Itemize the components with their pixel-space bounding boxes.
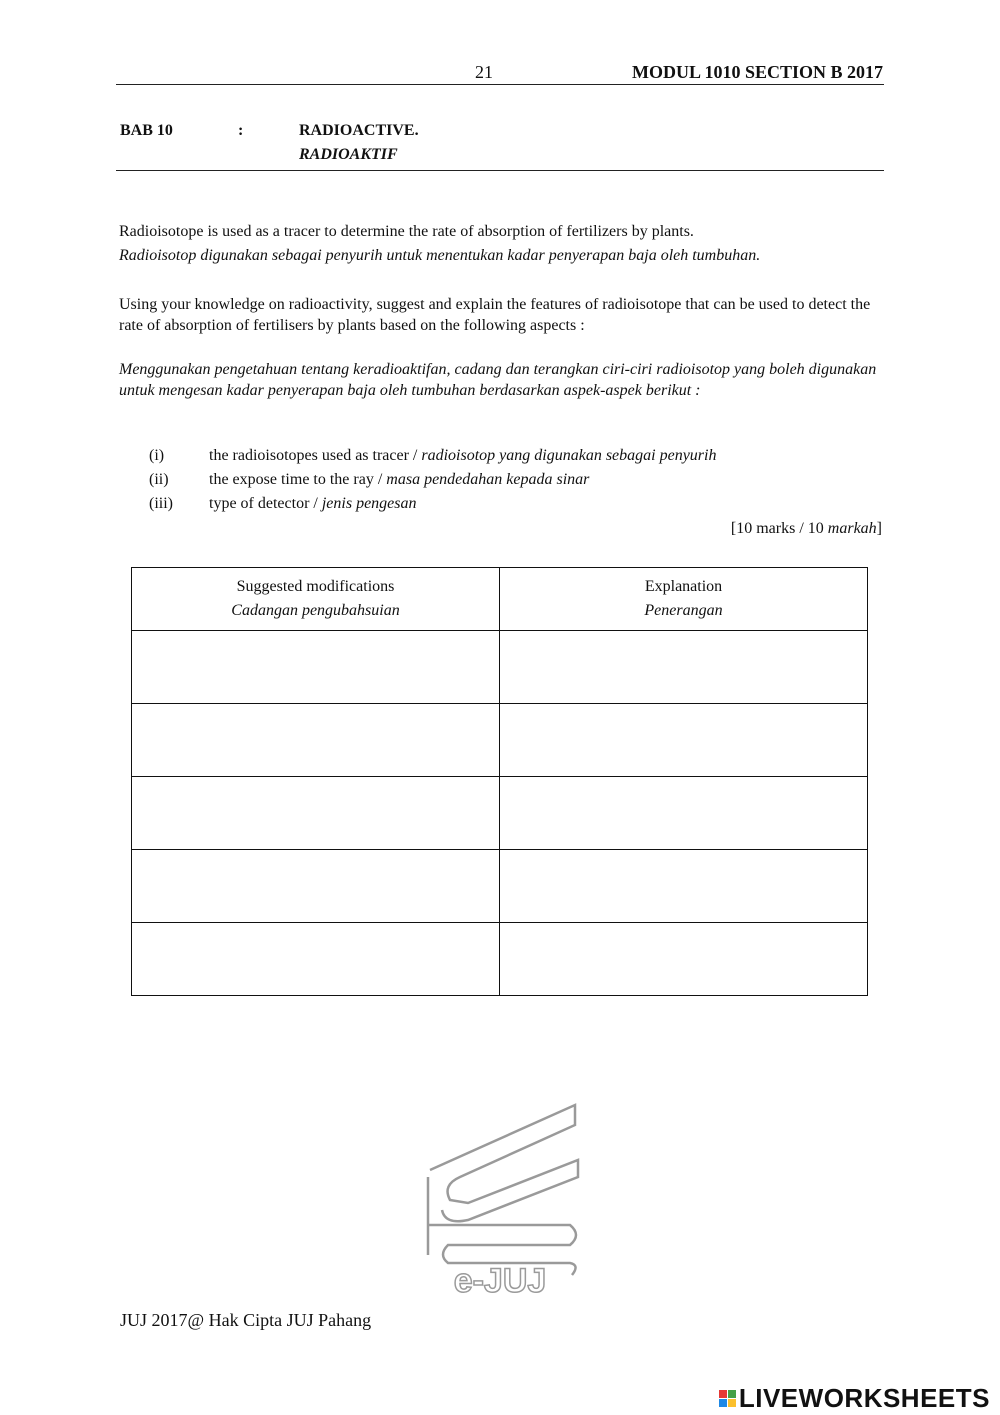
aspect-3-number: (iii) <box>149 495 173 512</box>
aspect-2-en: the expose time to the ray / <box>209 471 387 488</box>
col1-ms: Cadangan pengubahsuian <box>231 602 400 619</box>
table-row <box>132 850 868 923</box>
brand-text: LIVEWORKSHEETS <box>738 1383 990 1413</box>
modification-cell-1[interactable] <box>132 631 500 704</box>
ejuj-logo <box>420 1085 580 1300</box>
aspect-3-en: type of detector / <box>209 495 322 512</box>
chapter-label: BAB 10 <box>120 122 173 139</box>
explanation-cell-5[interactable] <box>500 923 868 996</box>
explanation-cell-1[interactable] <box>500 631 868 704</box>
aspect-1-ms: radioisotop yang digunakan sebagai penyurih <box>421 447 717 464</box>
page-number: 21 <box>475 62 493 82</box>
intro-ms: Radioisotop digunakan sebagai penyurih untuk menentukan kadar penyerapan baja oleh tumbuhan. <box>119 247 761 264</box>
badge-square-1 <box>719 1390 727 1398</box>
aspect-2-number: (ii) <box>149 471 169 488</box>
table-row <box>132 631 868 704</box>
chapter-title-ms: RADIOAKTIF <box>299 146 398 163</box>
explanation-cell-2[interactable] <box>500 704 868 777</box>
task-ms: Menggunakan pengetahuan tentang keradioaktifan, cadang dan terangkan ciri-ciri radioisotop yang boleh digunakan untuk mengesan kadar penyerapan baja oleh tumbuhan berdasarkan aspek-aspek berikut : <box>119 361 877 399</box>
modification-cell-4[interactable] <box>132 850 500 923</box>
col1-en: Suggested modifications <box>236 578 395 595</box>
table-row <box>132 777 868 850</box>
aspect-1 <box>209 447 716 465</box>
modification-cell-2[interactable] <box>132 704 500 777</box>
marks-allocation <box>731 520 882 538</box>
module-title: MODUL 1010 SECTION B 2017 <box>631 62 883 82</box>
aspect-2-ms: masa pendedahan kepada sinar <box>386 471 590 488</box>
aspect-1-number: (i) <box>149 447 165 464</box>
answer-table <box>131 567 868 996</box>
modification-cell-3[interactable] <box>132 777 500 850</box>
logo-text: e-JUJ <box>453 1262 547 1300</box>
aspect-2 <box>209 471 589 489</box>
col2-ms: Penerangan <box>644 602 723 619</box>
marks-prefix: [10 marks / 10 <box>730 520 828 537</box>
badge-square-2 <box>728 1390 736 1398</box>
task-en: Using your knowledge on radioactivity, suggest and explain the features of radioisotope that can be used to detect the rate of absorption of fertilisers by plants based on the following aspects : <box>119 296 871 334</box>
modification-cell-5[interactable] <box>132 923 500 996</box>
header-rule <box>116 84 884 85</box>
marks-italic: markah <box>827 520 877 537</box>
marks-suffix: ] <box>876 520 882 537</box>
explanation-cell-4[interactable] <box>500 850 868 923</box>
chapter-separator: : <box>238 122 244 139</box>
col2-en: Explanation <box>644 578 723 595</box>
answer-table-header <box>132 568 868 631</box>
badge-square-4 <box>728 1399 736 1407</box>
liveworksheets-logo-icon <box>719 1390 736 1407</box>
badge-square-3 <box>719 1399 727 1407</box>
chapter-title-en: RADIOACTIVE. <box>299 122 419 139</box>
col-suggested-modifications <box>132 568 500 631</box>
aspect-1-en: the radioisotopes used as tracer / <box>209 447 422 464</box>
intro-en: Radioisotope is used as a tracer to determine the rate of absorption of fertilizers by plants. <box>119 223 694 240</box>
aspect-3 <box>209 495 417 513</box>
aspect-3-ms: jenis pengesan <box>321 495 417 512</box>
explanation-cell-3[interactable] <box>500 777 868 850</box>
col-explanation <box>500 568 868 631</box>
liveworksheets-brand[interactable] <box>719 1383 990 1414</box>
footer-copyright: JUJ 2017@ Hak Cipta JUJ Pahang <box>120 1310 372 1330</box>
chapter-rule <box>116 170 884 171</box>
table-row <box>132 704 868 777</box>
logo-swoosh-top <box>430 1105 578 1221</box>
table-row <box>132 923 868 996</box>
